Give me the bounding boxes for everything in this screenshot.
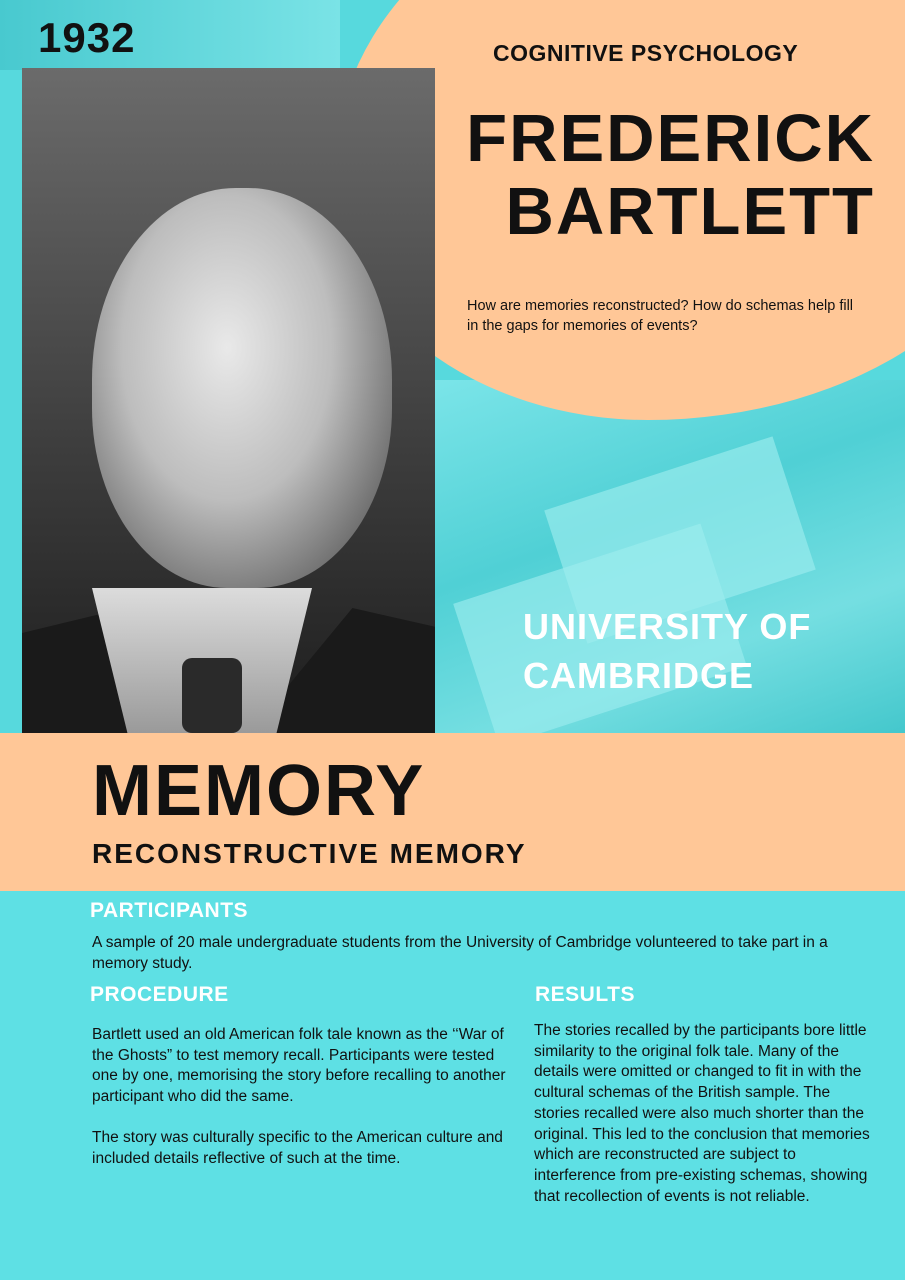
results-heading: RESULTS <box>535 983 635 1006</box>
portrait-tie <box>182 658 242 733</box>
year: 1932 <box>38 14 136 61</box>
results-text: The stories recalled by the participants bore little similarity to the original folk tale. Many of the details were omitted or changed to fit in with the cultural schemas of the British sample. The stories recalled were also much shorter than the original. This led to the conclusion that memories which are reconstructed are subject to interference from pre-existing schemas, showing that recollection of events is not reliable. <box>534 1022 870 1205</box>
procedure-heading: PROCEDURE <box>90 983 229 1006</box>
procedure-paragraph-2: The story was culturally specific to the American culture and included details reflective of such at the time. <box>92 1128 503 1167</box>
name-line-2: BARTLETT <box>505 174 875 249</box>
participants-text: A sample of 20 male undergraduate students from the University of Cambridge volunteered to take part in a memory study. <box>92 934 828 972</box>
topic-title: MEMORY <box>92 751 426 831</box>
person-name <box>466 102 875 248</box>
university-line-1: UNIVERSITY OF <box>523 606 812 647</box>
subtopic-title: RECONSTRUCTIVE MEMORY <box>92 838 527 869</box>
name-line-1: FREDERICK <box>466 101 875 176</box>
university <box>523 602 811 700</box>
portrait-photo <box>22 68 435 733</box>
procedure-paragraph-1: Bartlett used an old American folk tale known as the ‘‘War of the Ghosts” to test memory recall. Participants were tested one by one, memorising the story before recalling to another participant who did the same. <box>92 1026 506 1106</box>
subject-label: COGNITIVE PSYCHOLOGY <box>493 40 799 66</box>
participants-heading: PARTICIPANTS <box>90 899 249 922</box>
portrait-face <box>92 188 392 588</box>
research-question: How are memories reconstructed? How do schemas help fill in the gaps for memories of events? <box>467 298 854 334</box>
university-line-2: CAMBRIDGE <box>523 655 754 696</box>
procedure-text <box>92 1025 517 1169</box>
